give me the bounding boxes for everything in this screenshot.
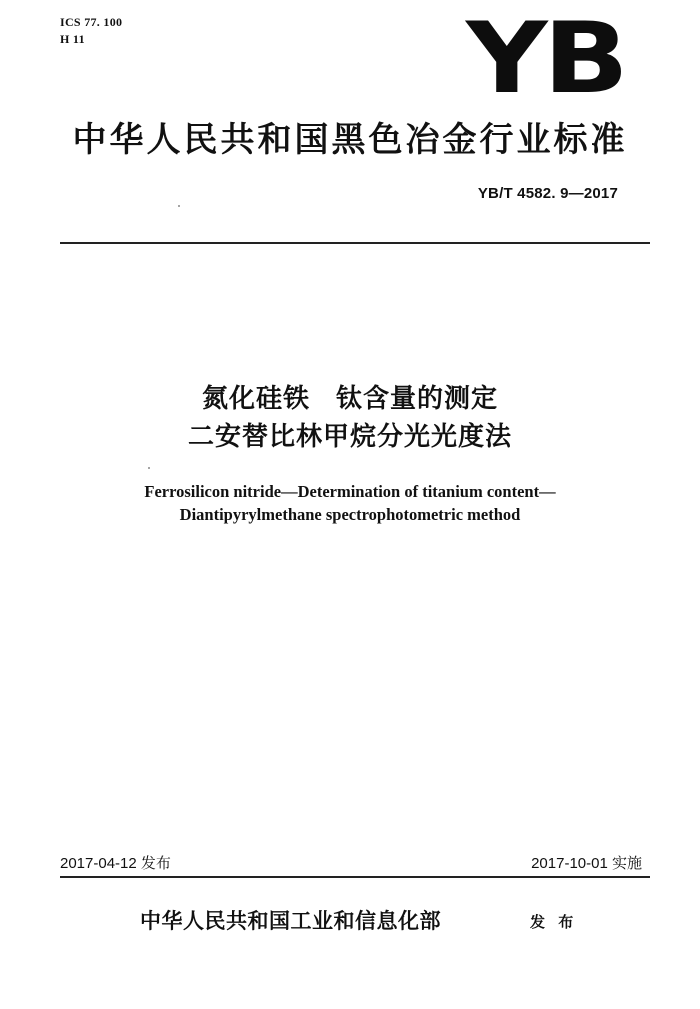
chinese-title-determination: 钛含量的测定 [336,384,499,414]
publish-date: 2017-04-12 发布 [60,855,171,872]
english-title-line-2: Diantipyrylmethane spectrophotometric method [179,505,521,524]
organization-title: 中华人民共和国黑色冶金行业标准 [72,120,628,160]
ics-code: ICS 77. 100 [60,15,123,29]
chinese-title [0,380,700,456]
top-divider [60,242,650,244]
chinese-title-line-1 [0,380,700,418]
issue-label: 发 布 [530,913,578,931]
chinese-title-line-2: 二安替比林甲烷分光光度法 [187,422,512,452]
standard-number: YB/T 4582. 9—2017 [477,185,618,202]
bottom-divider [60,876,650,878]
implementation-date: 2017-10-01 实施 [531,855,642,872]
issuing-authority: 中华人民共和国工业和信息化部 [140,908,441,933]
english-title [0,480,700,526]
scan-speck [178,205,180,207]
yb-logo: YB [466,2,625,116]
classification-codes [60,14,122,48]
scan-speck [148,467,150,469]
category-code: H 11 [60,32,85,46]
english-title-line-1: Ferrosilicon nitride—Determination of titanium content— [144,482,556,501]
chinese-title-subject: 氮化硅铁 [201,384,310,414]
